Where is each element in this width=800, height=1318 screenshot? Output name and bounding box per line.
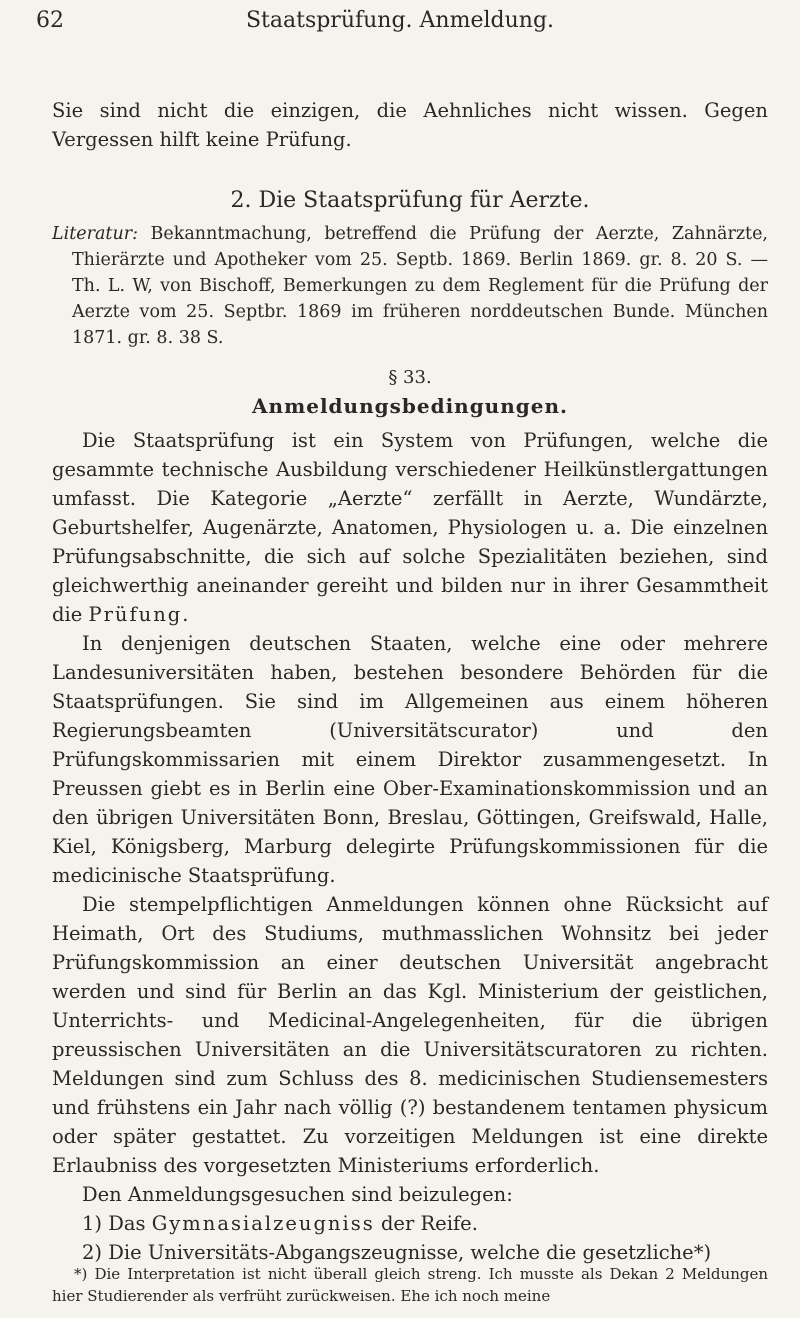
- paragraph-number: § 33.: [388, 367, 432, 388]
- paragraph-1-text: Die Staatsprüfung ist ein System von Prüfungen, welche die gesammte technische Ausbildung verschiedener Heilkünstlergattungen umfasst. Die Kategorie „Aerzte“ zerfällt in Aerzte, Wundärzte, Geburtshelfer, Augenärzte, Anatomen, Physiologen u. a. Die einzelnen Prüfungsabschnitte, die sich auf solche Spezialitäten beziehen, sind gleichwerthig aneinander gereiht und bilden nur in ihrer Gesammtheit die: [52, 429, 768, 626]
- literature-label: Literatur:: [52, 224, 138, 244]
- section-heading: 2. Die Staatsprüfung für Aerzte.: [230, 188, 590, 213]
- literature-note: [52, 221, 768, 351]
- body-paragraph-1: [52, 426, 768, 629]
- body-paragraph-2: In denjenigen deutschen Staaten, welche eine oder mehrere Landesuniversitäten haben, bestehen besondere Behörden für die Staatsprüfungen. Sie sind im Allgemeinen aus einem höheren Regierungsbeamten (Universitätscurator) und den Prüfungskommissarien mit einem Direktor zusammengesetzt. In Preussen giebt es in Berlin eine Ober-Examinationskommission und an den übrigen Universitäten Bonn, Breslau, Göttingen, Greifswald, Halle, Kiel, Königsberg, Marburg delegirte Prüfungskommissionen für die medicinische Staatsprüfung.: [52, 632, 768, 887]
- running-head: Staatsprüfung. Anmeldung.: [245, 8, 555, 33]
- item-1-emphasis: Gymnasialzeugniss: [151, 1212, 375, 1235]
- paragraph-title: Anmeldungsbedingungen.: [252, 394, 568, 418]
- literature-text: Bekanntmachung, betreffend die Prüfung der Aerzte, Zahnärzte, Thierärzte und Apotheker vom 25. Septb. 1869. Berlin 1869. gr. 8. 20 S. — Th. L. W, von Bischoff, Bemerkungen zu dem Reglement für die Prüfung der Aerzte vom 25. Septbr. 1869 im früheren norddeutschen Bunde. München 1871. gr. 8. 38 S.: [72, 224, 768, 348]
- page-number: 62: [36, 8, 64, 33]
- item-1-pre: Das: [108, 1212, 146, 1235]
- footnote: [52, 1263, 768, 1307]
- footnote-text: *) Die Interpretation ist nicht überall gleich streng. Ich musste als Dekan 2 Meldungen hier Studierender als verfrüht zurückweisen. Ehe ich noch meine: [52, 1265, 768, 1305]
- body-paragraph-4: Den Anmeldungsgesuchen sind beizulegen:: [82, 1183, 513, 1206]
- body-paragraph-3: Die stempelpflichtigen Anmeldungen können ohne Rücksicht auf Heimath, Ort des Studiums, muthmasslichen Wohnsitz bei jeder Prüfungskommission an einer deutschen Universität angebracht werden und sind für Berlin an das Kgl. Ministerium der geistlichen, Unterrichts- und Medicinal-Angelegenheiten, für die übrigen preussischen Universitäten an die Universitätscuratoren zu richten. Meldungen sind zum Schluss des 8. medicinischen Studiensemesters und frühstens ein Jahr nach völlig (?) bestandenem tentamen physicum oder später gestattet. Zu vorzeitigen Meldungen ist eine direkte Erlaubniss des vorgesetzten Ministeriums erforderlich.: [52, 893, 768, 1177]
- intro-paragraph: Sie sind nicht die einzigen, die Aehnliches nicht wissen. Gegen Vergessen hilft keine Prüfung.: [52, 99, 768, 151]
- page-body: [52, 96, 768, 1267]
- item-1-number: 1): [82, 1212, 103, 1235]
- paragraph-1-emphasis: Prüfung: [88, 603, 183, 626]
- item-1-post: der Reife.: [380, 1212, 478, 1235]
- paragraph-1-end: .: [182, 603, 189, 626]
- list-item-1: [52, 1209, 768, 1238]
- list-item-2: 2) Die Universitäts-Abgangszeugnisse, welche die gesetzliche*): [82, 1241, 712, 1264]
